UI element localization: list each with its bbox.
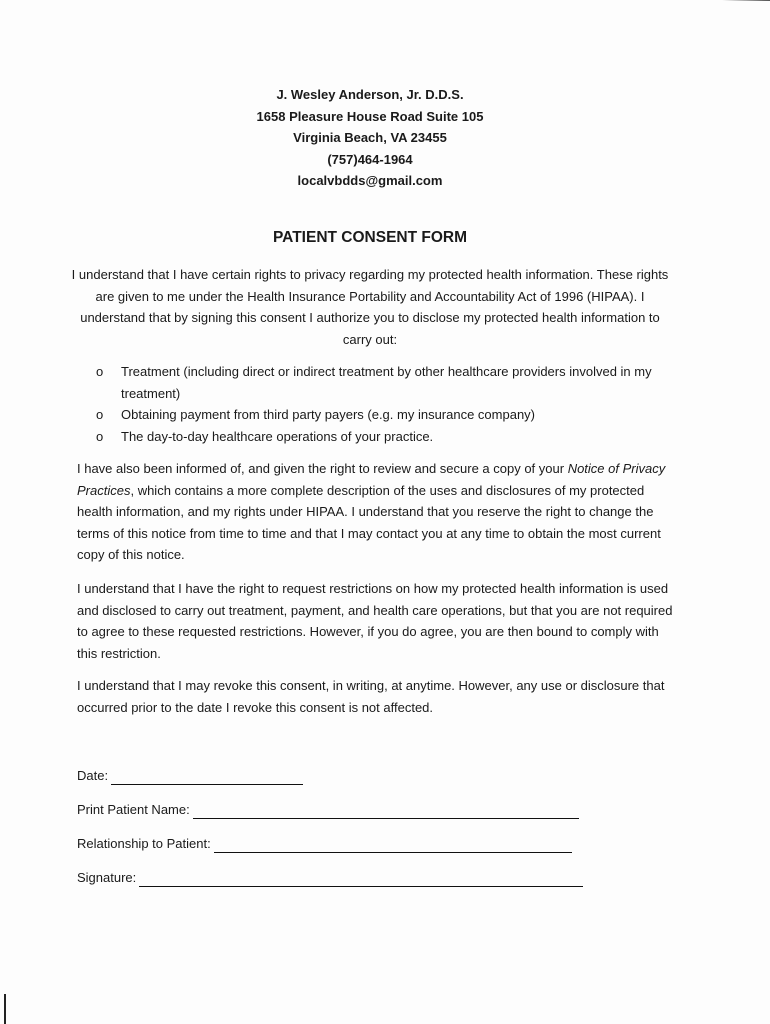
intro-paragraph: I understand that I have certain rights to privacy regarding my protected health information. These rights are given to me under the Health Insurance Portability and Accountability Act of 1996 (HIPAA). I understand that by signing this consent I authorize you to disclose my protected health information to carry out:: [71, 267, 669, 347]
letterhead: [0, 84, 740, 192]
dentist-name: J. Wesley Anderson, Jr. D.D.S.: [276, 87, 464, 102]
privacy-notice-text-start: I have also been informed of, and given the right to review and secure a copy of your: [77, 461, 568, 476]
signature-line[interactable]: [139, 872, 583, 887]
office-address: 1658 Pleasure House Road Suite 105: [256, 108, 484, 124]
patient-name-label: Print Patient Name:: [77, 802, 190, 817]
office-email: localvbdds@gmail.com: [297, 173, 443, 188]
bullet-circle-icon: o: [96, 428, 104, 444]
list-item: [96, 404, 686, 426]
relationship-line[interactable]: [214, 838, 572, 853]
office-phone: (757)464-1964: [327, 151, 413, 167]
list-item-text: Obtaining payment from third party payers (e.g. my insurance company): [121, 407, 536, 422]
form-title: PATIENT CONSENT FORM: [272, 229, 468, 246]
privacy-notice-paragraph: [77, 458, 677, 566]
notice-title: Notice of Privacy Practices: [77, 461, 666, 498]
signature-label: Signature:: [77, 870, 137, 885]
privacy-notice-text-end: , which contains a more complete description of the uses and disclosures of my protected health information, and my rights under HIPAA. I understand that you reserve the right to change the terms of this notice from time to time and that I may contact you at any time to obtain the most current copy of this notice.: [77, 482, 661, 562]
revocation-paragraph: I understand that I may revoke this consent, in writing, at anytime. However, any use or disclosure that occurred prior to the date I revoke this consent is not affected.: [77, 678, 665, 715]
list-item-text: Treatment (including direct or indirect treatment by other healthcare providers involved in my treatment): [121, 364, 652, 401]
date-label: Date:: [77, 768, 109, 783]
list-item: [96, 361, 686, 404]
signature-field: [77, 869, 583, 887]
scan-edge-artifact-left: [4, 994, 6, 1024]
relationship-label: Relationship to Patient:: [77, 836, 211, 851]
list-item-text: The day-to-day healthcare operations of your practice.: [121, 428, 434, 444]
date-line[interactable]: [111, 770, 303, 785]
patient-name-line[interactable]: [193, 804, 579, 819]
patient-name-field: [77, 801, 579, 819]
restrictions-paragraph: I understand that I have the right to request restrictions on how my protected health information is used and disclosed to carry out treatment, payment, and health care operations, but that you are not required to agree to these requested restrictions. However, if you do agree, you are then bound to comply with this restriction.: [77, 581, 673, 661]
authorized-uses-list: [96, 361, 686, 447]
relationship-field: [77, 835, 572, 853]
bullet-circle-icon: o: [96, 407, 104, 422]
bullet-circle-icon: o: [96, 364, 104, 379]
date-field: [77, 767, 303, 785]
list-item: [96, 426, 686, 448]
scan-edge-artifact: [660, 0, 770, 5]
office-city: Virginia Beach, VA 23455: [293, 130, 447, 145]
